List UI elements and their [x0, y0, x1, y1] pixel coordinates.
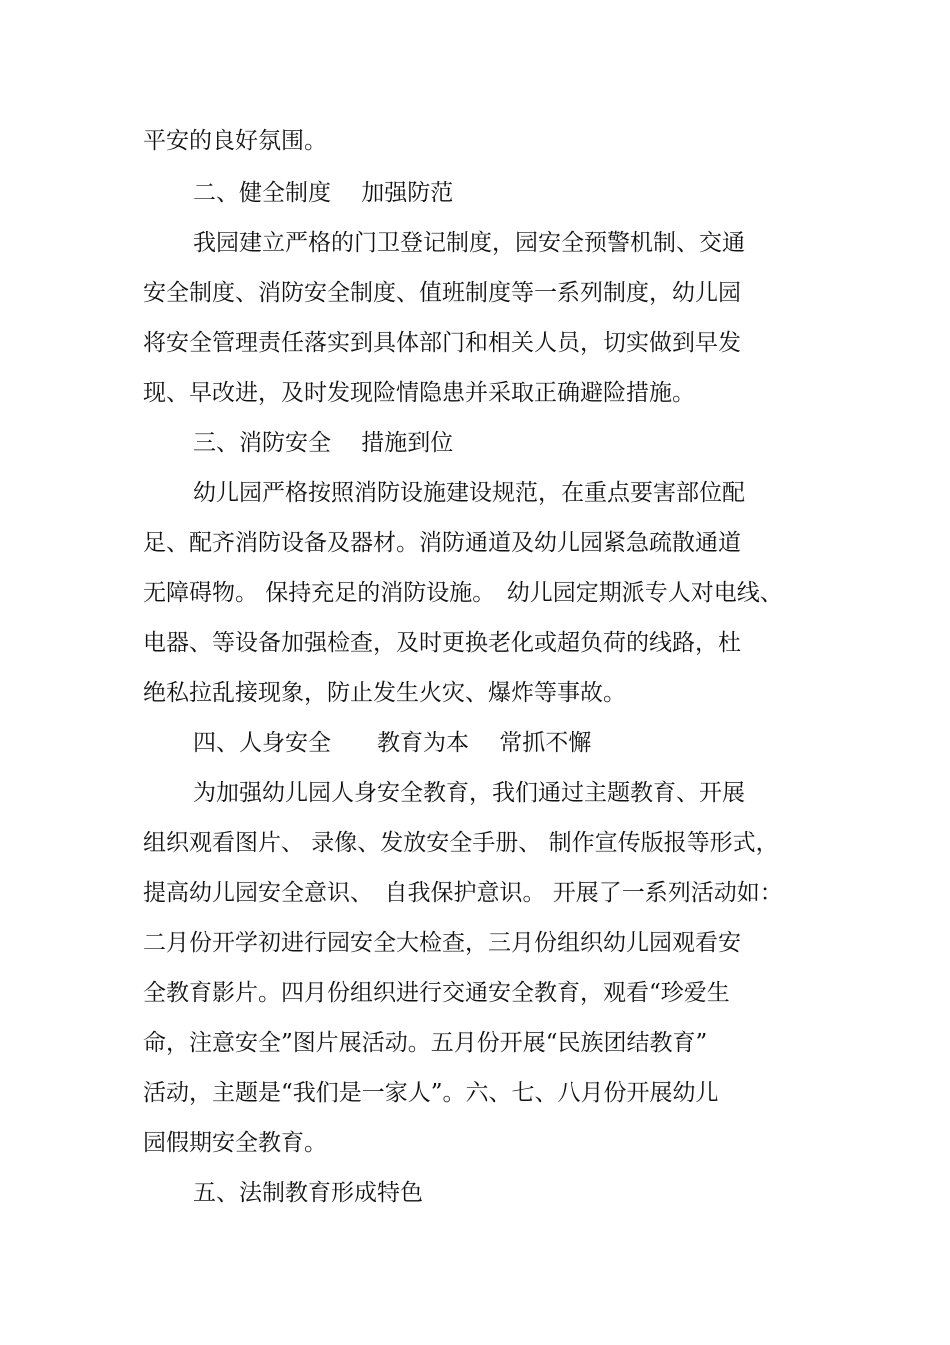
paragraph-line: 现、早改进，及时发现险情隐患并采取正确避险措施。	[143, 380, 695, 406]
paragraph-line: 安全制度、消防安全制度、值班制度等一系列制度，幼儿园	[143, 280, 741, 306]
section-heading-2: 二、健全制度 加强防范	[193, 180, 454, 206]
paragraph-line: 为加强幼儿园人身安全教育，我们通过主题教育、开展	[193, 780, 745, 806]
paragraph-line: 命，注意安全”图片展活动。五月份开展“民族团结教育”	[143, 1030, 708, 1056]
paragraph-line: 电器、等设备加强检查，及时更换老化或超负荷的线路，杜	[143, 630, 741, 656]
paragraph-continuation: 平安的良好氛围。	[143, 128, 327, 154]
paragraph-line: 足、配齐消防设备及器材。消防通道及幼儿园紧急疏散通道	[143, 530, 741, 556]
section-heading-4: 四、人身安全 教育为本 常抓不懈	[193, 730, 592, 756]
paragraph-line: 园假期安全教育。	[143, 1130, 327, 1156]
paragraph-line: 提高幼儿园安全意识、 自我保护意识。 开展了一系列活动如：	[143, 880, 783, 906]
paragraph-line: 将安全管理责任落实到具体部门和相关人员，切实做到早发	[143, 330, 741, 356]
paragraph-line: 全教育影片。四月份组织进行交通安全教育，观看“珍爱生	[143, 980, 730, 1006]
paragraph-line: 我园建立严格的门卫登记制度，园安全预警机制、交通	[193, 230, 745, 256]
paragraph-line: 组织观看图片、 录像、发放安全手册、 制作宣传版报等形式，	[143, 830, 779, 856]
paragraph-line: 绝私拉乱接现象，防止发生火灾、爆炸等事故。	[143, 680, 626, 706]
section-heading-5: 五、法制教育形成特色	[193, 1180, 423, 1206]
paragraph-line: 二月份开学初进行园安全大检查，三月份组织幼儿园观看安	[143, 930, 741, 956]
paragraph-line: 幼儿园严格按照消防设施建设规范，在重点要害部位配	[193, 480, 745, 506]
section-heading-3: 三、消防安全 措施到位	[193, 430, 454, 456]
paragraph-line: 活动，主题是“我们是一家人”。六、七、八月份开展幼儿	[143, 1080, 719, 1106]
paragraph-line: 无障碍物。 保持充足的消防设施。 幼儿园定期派专人对电线、	[143, 580, 783, 606]
